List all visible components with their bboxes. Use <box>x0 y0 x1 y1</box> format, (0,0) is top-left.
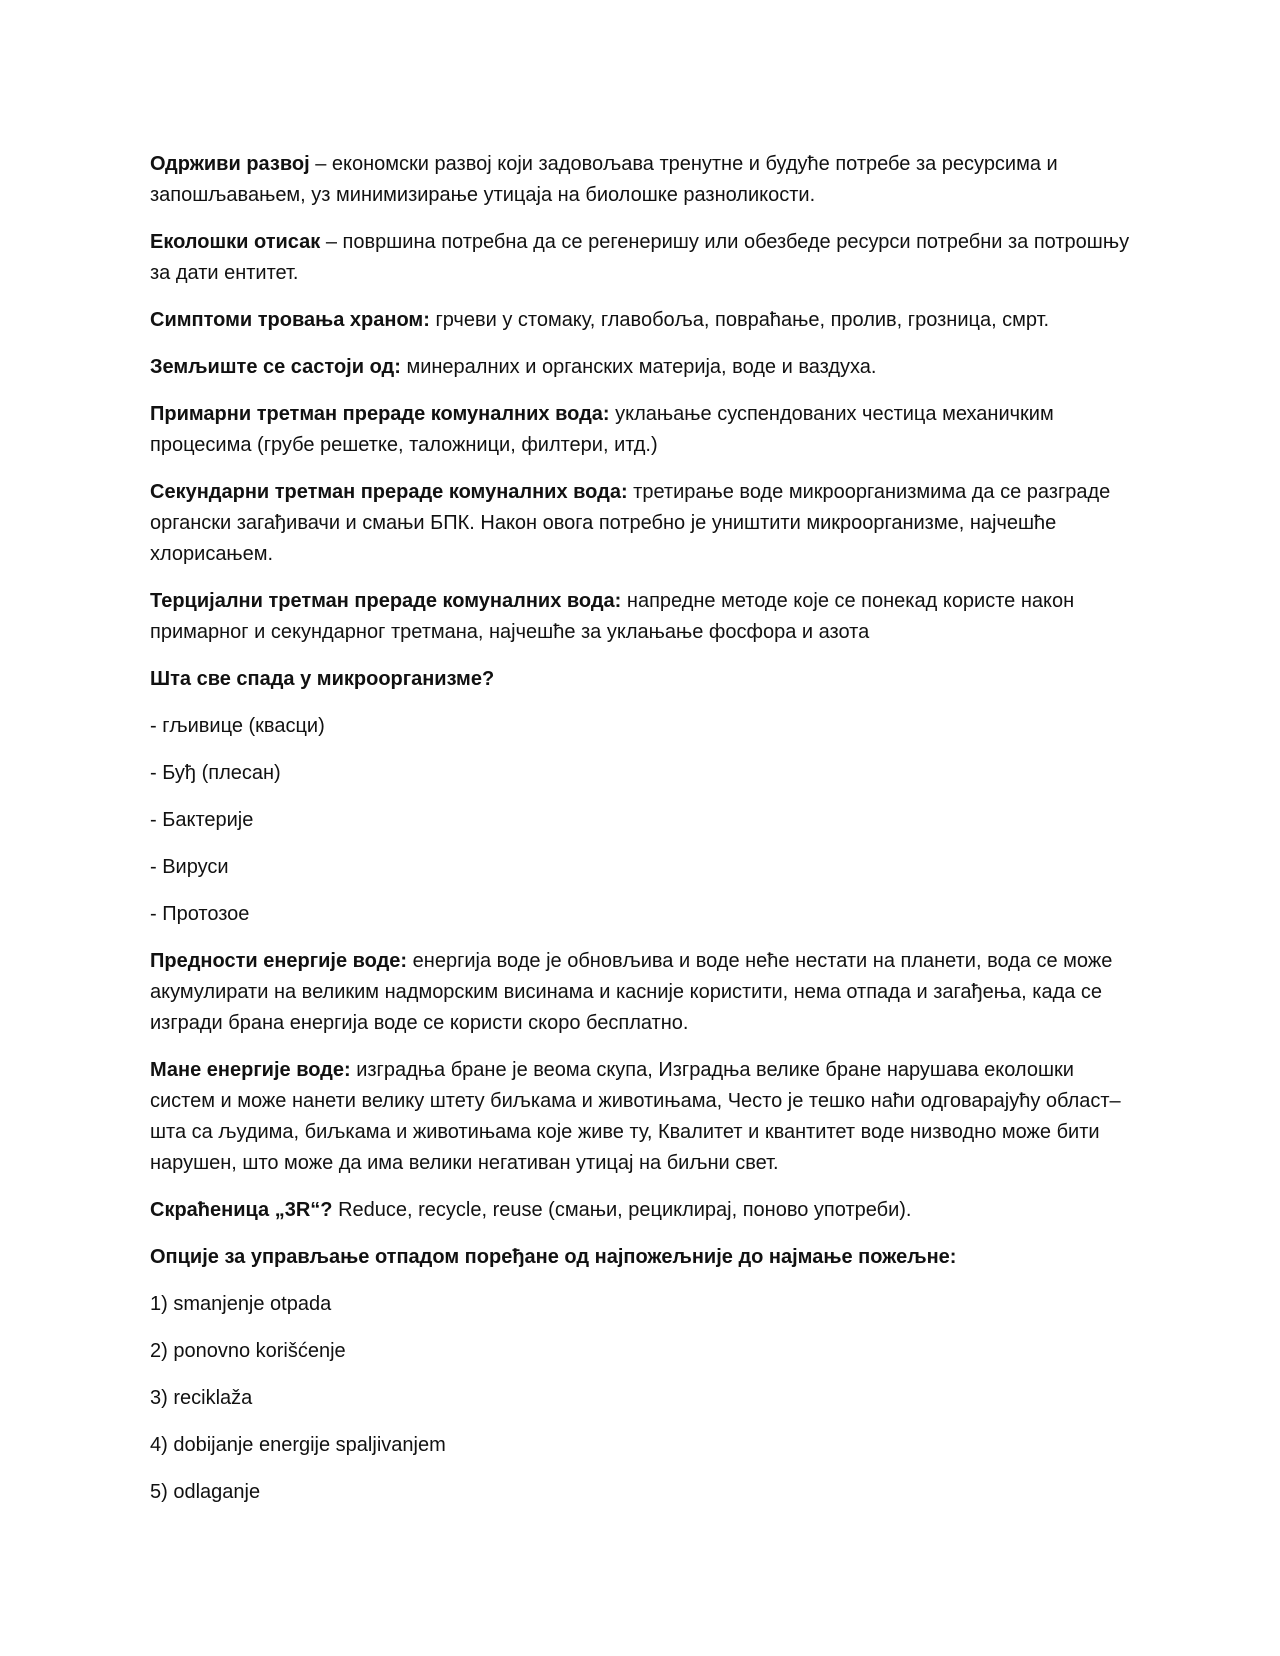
definition-text: енергија воде је обновљива и воде неће нестати на планети, вода се може акумулирати на великим надморским висинама и касније користити, нема отпада и загађења, када се изгради брана енергија воде се користи скоро бесплатно. <box>150 950 1113 1034</box>
document-body <box>150 149 1140 1524</box>
definition-paragraph <box>150 1055 1140 1179</box>
definition-text: – површина потребна да се регенеришу или обезбеде ресурси потребни за потрошњу за дати ентитет. <box>150 231 1130 284</box>
list-item: - Вируси <box>150 856 229 878</box>
definition-paragraph <box>150 477 1140 570</box>
list-item: - Буђ (плесан) <box>150 762 281 784</box>
definition-paragraph <box>150 586 1140 648</box>
definition-term: Скраћеница „3R“? <box>150 1199 333 1221</box>
definition-text: напредне методе које се понекад користе након примарног и секундарног третмана, најчешће за уклањање фосфора и азота <box>150 590 1075 643</box>
waste-heading: Опције за управљање отпадом поређане од најпожељније до најмање пожељне: <box>150 1246 957 1268</box>
definition-term: Примарни третман прераде комуналних вода: <box>150 403 610 425</box>
definition-term: Симптоми тровања храном: <box>150 309 430 331</box>
list-item: 2) ponovno korišćenje <box>150 1340 346 1362</box>
definition-paragraph <box>150 149 1140 211</box>
definition-text: третирање воде микроорганизмима да се разграде органски загађивачи и смањи БПК. Након овога потребно је уништити микроорганизме, најчешће хлорисањем. <box>150 481 1111 565</box>
definition-term: Секундарни третман прераде комуналних вода: <box>150 481 628 503</box>
list-item: 3) reciklaža <box>150 1387 253 1409</box>
definition-paragraph <box>150 946 1140 1039</box>
definition-text: минералних и органских материја, воде и ваздуха. <box>400 356 877 378</box>
list-item: - гљивице (квасци) <box>150 715 325 737</box>
definition-paragraph <box>150 399 1140 461</box>
definition-term: Еколошки отисак <box>150 231 321 253</box>
list-item: - Протозое <box>150 903 250 925</box>
definition-text: изградња бране је веома скупа, Изградња велике бране нарушава еколошки систем и може нанети велику штету биљкама и животињама, Често је тешко наћи одговарајућу област– шта са људима, биљкама и животињама које живе ту, Квалитет и квантитет воде низводно може бити нарушен, што може да има велики негативан утицај на биљни свет. <box>150 1059 1121 1174</box>
definition-text: Reduce, recycle, reuse (смањи, рециклирај, поново употреби). <box>332 1199 912 1221</box>
definition-paragraph <box>150 227 1140 289</box>
definition-text: грчеви у стомаку, главобоља, повраћање, пролив, грозница, смрт. <box>429 309 1050 331</box>
definition-paragraph <box>150 1195 1140 1226</box>
definition-text: уклањање суспендованих честица механичким процесима (грубе решетке, таложници, филтери, итд.) <box>150 403 1054 456</box>
list-item: - Бактерије <box>150 809 254 831</box>
microorganisms-heading: Шта све спада у микроорганизме? <box>150 668 495 690</box>
list-item: 4) dobijanje energije spaljivanjem <box>150 1434 446 1456</box>
definition-term: Терцијални третман прераде комуналних вода: <box>150 590 622 612</box>
list-item: 5) odlaganje <box>150 1481 261 1503</box>
definition-term: Мане енергије воде: <box>150 1059 351 1081</box>
definition-paragraph <box>150 352 1140 383</box>
definition-term: Предности енергије воде: <box>150 950 408 972</box>
definition-paragraph <box>150 305 1140 336</box>
definition-term: Земљиште се састоји од: <box>150 356 401 378</box>
list-item: 1) smanjenje otpada <box>150 1293 332 1315</box>
definition-term: Одрживи развој <box>150 153 310 175</box>
definition-text: – економски развој који задовољава тренутне и будуће потребе за ресурсима и запошљавањем, уз минимизирање утицаја на биолошке разноликости. <box>150 153 1058 206</box>
